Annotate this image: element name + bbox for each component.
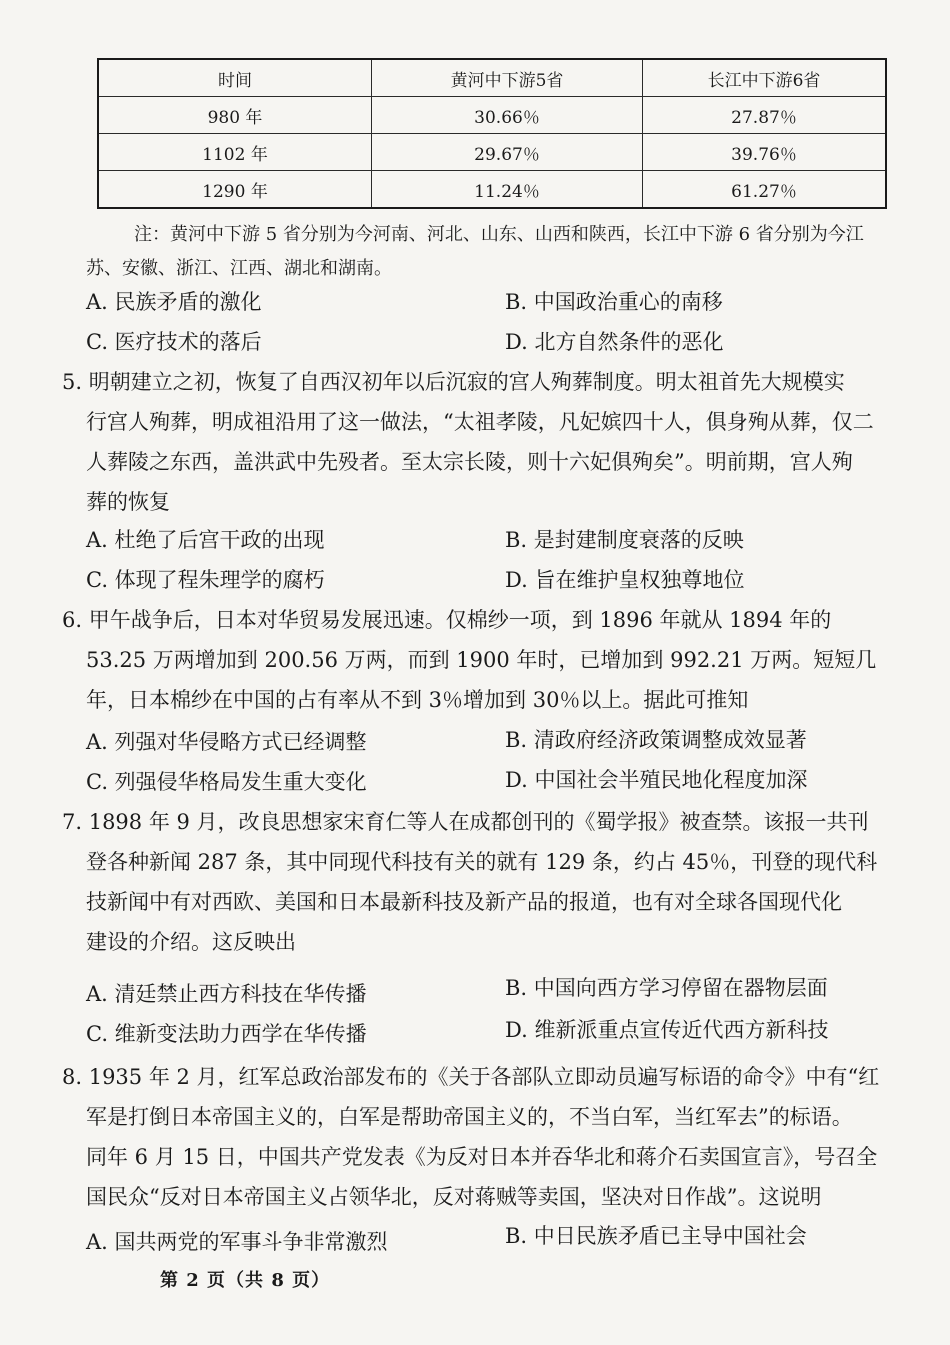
q7-option-b: B. 中国向西方学习停留在器物层面 xyxy=(505,976,828,1000)
note-line: 注：黄河中下游 5 省分别为今河南、河北、山东、山西和陕西，长江中下游 6 省分别为今江 xyxy=(134,224,864,245)
question-line: 5. 明朝建立之初，恢复了自西汉初年以后沉寂的宫人殉葬制度。明太祖首先大规模实 xyxy=(62,370,845,394)
q6-option-c: C. 列强侵华格局发生重大变化 xyxy=(86,770,367,794)
q7-option-a: A. 清廷禁止西方科技在华传播 xyxy=(86,982,367,1006)
question-line: 国民众“反对日本帝国主义占领华北，反对蒋贼等卖国，坚决对日作战”。这说明 xyxy=(86,1185,822,1209)
table-row xyxy=(98,171,886,209)
question-5 xyxy=(62,362,922,522)
table-header-cell: 时间 xyxy=(98,59,372,97)
q5-option-a: A. 杜绝了后宫干政的出现 xyxy=(86,528,325,552)
table-header-row xyxy=(98,59,886,97)
table-cell: 30.66％ xyxy=(372,97,643,134)
question-line: 6. 甲午战争后，日本对华贸易发展迅速。仅棉纱一项，到 1896 年就从 1894 年的 xyxy=(62,608,832,632)
table-cell: 39.76％ xyxy=(643,134,887,171)
question-line: 年，日本棉纱在中国的占有率从不到 3％增加到 30％以上。据此可推知 xyxy=(86,688,749,712)
table-cell: 27.87％ xyxy=(643,97,887,134)
table-cell: 1102 年 xyxy=(98,134,372,171)
question-line: 行宫人殉葬，明成祖沿用了这一做法，“太祖孝陵，凡妃嫔四十人，俱身殉从葬，仅二 xyxy=(86,410,874,434)
question-line: 登各种新闻 287 条，其中同现代科技有关的就有 129 条，约占 45％，刊登的现代科 xyxy=(86,850,878,874)
question-line: 葬的恢复 xyxy=(86,490,170,514)
question-line: 8. 1935 年 2 月，红军总政治部发布的《关于各部队立即动员遍写标语的命令》中有“红 xyxy=(62,1065,880,1089)
q6-option-d: D. 中国社会半殖民地化程度加深 xyxy=(505,768,808,792)
table-cell: 61.27％ xyxy=(643,171,887,209)
data-table xyxy=(97,58,887,209)
q6-option-b: B. 清政府经济政策调整成效显著 xyxy=(505,728,807,752)
question-7 xyxy=(62,802,922,962)
table-row xyxy=(98,97,886,134)
q4-option-d: D. 北方自然条件的恶化 xyxy=(505,330,724,354)
q4-option-b: B. 中国政治重心的南移 xyxy=(505,290,723,314)
table-cell: 29.67％ xyxy=(372,134,643,171)
question-line: 7. 1898 年 9 月，改良思想家宋育仁等人在成都创刊的《蜀学报》被查禁。该报一共刊 xyxy=(62,810,869,834)
table-cell: 1290 年 xyxy=(98,171,372,209)
table-cell: 980 年 xyxy=(98,97,372,134)
note-line: 苏、安徽、浙江、江西、湖北和湖南。 xyxy=(86,258,392,279)
question-6 xyxy=(62,600,922,720)
q5-option-b: B. 是封建制度衰落的反映 xyxy=(505,528,744,552)
question-line: 技新闻中有对西欧、美国和日本最新科技及新产品的报道，也有对全球各国现代化 xyxy=(86,890,842,914)
q7-option-c: C. 维新变法助力西学在华传播 xyxy=(86,1022,367,1046)
question-8 xyxy=(62,1057,922,1217)
table-header-cell: 长江中下游6省 xyxy=(643,59,887,97)
q8-option-a: A. 国共两党的军事斗争非常激烈 xyxy=(86,1230,388,1254)
q5-option-d: D. 旨在维护皇权独尊地位 xyxy=(505,568,745,592)
question-line: 人葬陵之东西，盖洪武中先殁者。至太宗长陵，则十六妃俱殉矣”。明前期，宫人殉 xyxy=(86,450,853,474)
question-line: 军是打倒日本帝国主义的，白军是帮助帝国主义的，不当白军，当红军去”的标语。 xyxy=(86,1105,853,1129)
page-number: 第 2 页（共 8 页） xyxy=(160,1270,331,1291)
question-line: 53.25 万两增加到 200.56 万两，而到 1900 年时，已增加到 992.21 万两。短短几 xyxy=(86,648,877,672)
table-header-cell: 黄河中下游5省 xyxy=(372,59,643,97)
q6-option-a: A. 列强对华侵略方式已经调整 xyxy=(86,730,367,754)
table-row xyxy=(98,134,886,171)
question-line: 建设的介绍。这反映出 xyxy=(86,930,296,954)
question-line: 同年 6 月 15 日，中国共产党发表《为反对日本并吞华北和蒋介石卖国宣言》，号召全 xyxy=(86,1145,878,1169)
q4-option-a: A. 民族矛盾的激化 xyxy=(86,290,262,314)
q5-option-c: C. 体现了程朱理学的腐朽 xyxy=(86,568,325,592)
table-cell: 11.24％ xyxy=(372,171,643,209)
q4-option-c: C. 医疗技术的落后 xyxy=(86,330,262,354)
table-note xyxy=(86,218,906,286)
q7-option-d: D. 维新派重点宣传近代西方新科技 xyxy=(505,1018,829,1042)
q8-option-b: B. 中日民族矛盾已主导中国社会 xyxy=(505,1224,807,1248)
